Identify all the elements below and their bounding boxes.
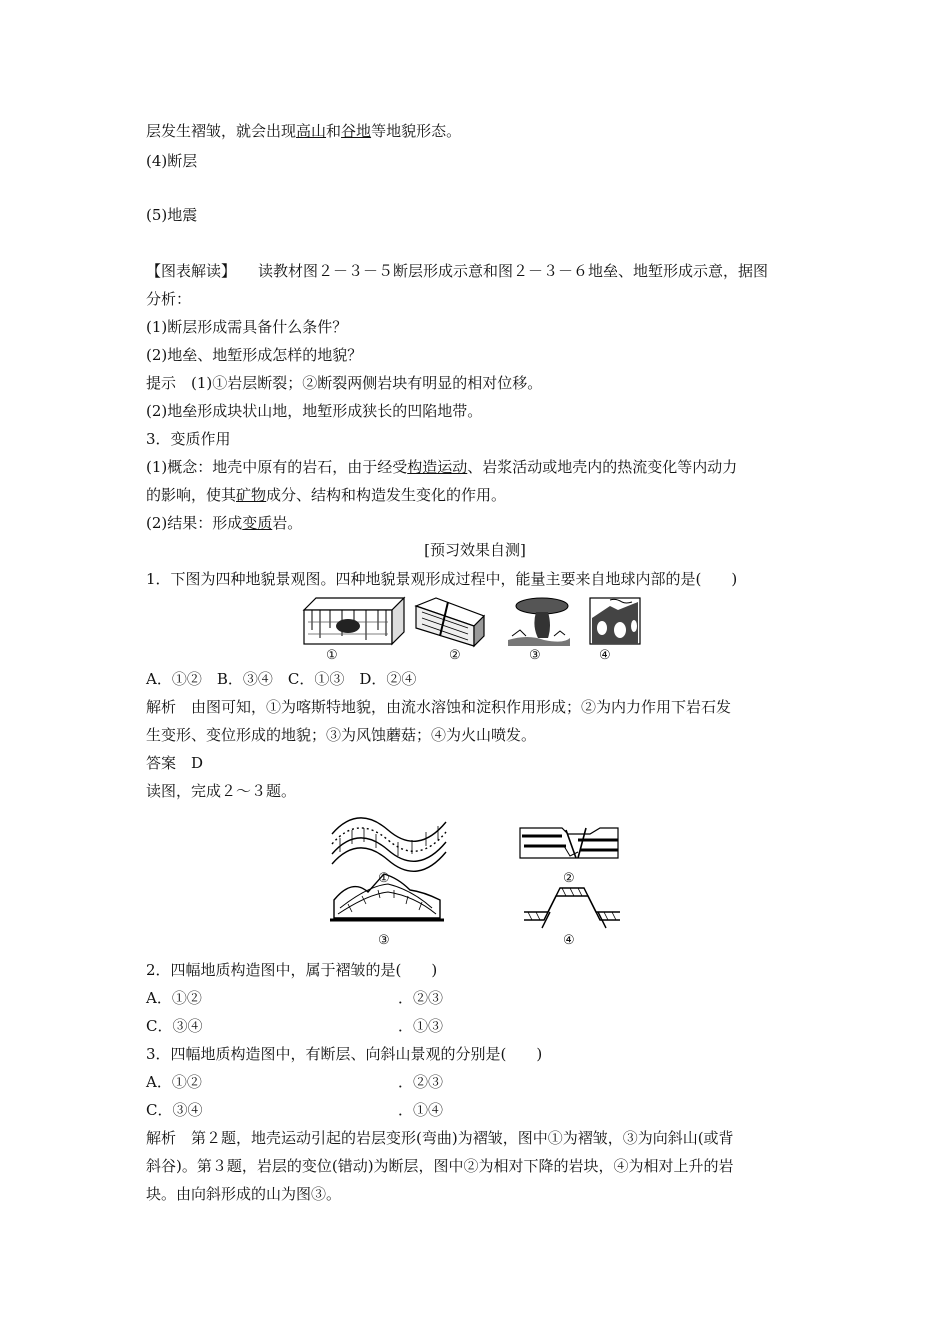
volcano-image: [590, 598, 640, 644]
underlined-term: 谷地: [341, 122, 372, 140]
figure-caption: ④: [599, 648, 611, 663]
text-span: (1)概念：地壳中原有的岩石，由于经受: [146, 458, 408, 476]
analysis-text: 块。由向斜形成的山为图③。: [146, 1185, 342, 1203]
analysis-text: 斜谷)。第３题，岩层的变位(错动)为断层，图中②为相对下降的岩块，④为相对上升的岩: [146, 1157, 734, 1175]
underlined-term: 矿物: [236, 486, 267, 504]
text-line: [146, 485, 506, 505]
figure-caption: ④: [563, 933, 575, 948]
option-b: ．②③: [398, 989, 444, 1007]
option-a: A．①②: [146, 1073, 202, 1091]
analysis-text: 解析 第２题，地壳运动引起的岩层变形(弯曲)为褶皱，图中①为褶皱，③为向斜山(或背: [146, 1129, 734, 1147]
fault-block-image: [416, 598, 484, 646]
text-span: 等地貌形态。: [371, 122, 462, 140]
text-span: 和: [326, 122, 342, 140]
option-d: ．①③: [398, 1017, 444, 1035]
geologic-structure-figure: [328, 808, 628, 934]
analysis-text: 解析 由图可知，①为喀斯特地貌，由流水溶蚀和淀积作用形成；②为内力作用下岩石发: [146, 698, 732, 716]
answer-text: 答案 D: [146, 754, 204, 772]
text-line: 提示 (1)①岩层断裂；②断裂两侧岩块有明显的相对位移。: [146, 374, 543, 392]
karst-block-image: [304, 598, 404, 644]
figure-caption: ③: [529, 648, 541, 663]
question-3: 3．四幅地质构造图中，有断层、向斜山景观的分别是( ): [146, 1045, 543, 1063]
question-2: 2．四幅地质构造图中，属于褶皱的是( ): [146, 961, 438, 979]
text-line: [146, 513, 302, 533]
option-b: ．②③: [398, 1073, 444, 1091]
heading-fault: (4)断层: [146, 152, 198, 170]
answer-options: A．①② B．③④ C．①③ D．②④: [146, 670, 417, 688]
option-c: C．③④: [146, 1017, 203, 1035]
figure-caption: ①: [378, 871, 390, 886]
text-line: [146, 457, 737, 477]
figure-caption: ②: [449, 648, 461, 663]
text-line: 分析：: [146, 290, 192, 308]
underlined-term: 变质: [242, 514, 273, 532]
text-span: 读教材图２－３－５断层形成示意和图２－３－６地垒、地堑形成示意，据图: [258, 262, 769, 280]
chart-reading-label: 【图表解读】: [146, 262, 237, 280]
instruction-text: 读图，完成２～３题。: [146, 782, 297, 800]
section-title: [预习效果自测]: [424, 541, 526, 559]
section-heading: 3．变质作用: [146, 430, 231, 448]
text-line: [146, 121, 461, 141]
chart-reading-line: [146, 261, 768, 281]
text-span: 、岩浆活动或地壳内的热流变化等内动力: [467, 458, 738, 476]
text-line: (1)断层形成需具备什么条件？: [146, 318, 348, 336]
text-line: (2)地垒、地堑形成怎样的地貌？: [146, 346, 363, 364]
fold-diagram: [332, 818, 446, 871]
fault-diagram: [520, 828, 618, 858]
heading-earthquake: (5)地震: [146, 206, 198, 224]
analysis-text: 生变形、变位形成的地貌；③为风蚀蘑菇；④为火山喷发。: [146, 726, 537, 744]
underlined-term: 构造运动: [407, 458, 468, 476]
text-span: 岩。: [272, 514, 303, 532]
text-span: (2)结果：形成: [146, 514, 243, 532]
text-span: 成分、结构和构造发生变化的作用。: [266, 486, 507, 504]
option-c: C．③④: [146, 1101, 203, 1119]
question-1: 1．下图为四种地貌景观图。四种地貌景观形成过程中，能量主要来自地球内部的是( ): [146, 570, 738, 588]
figure-caption: ③: [378, 933, 390, 948]
text-line: (2)地垒形成块状山地，地堑形成狭长的凹陷地带。: [146, 402, 483, 420]
figure-caption: ①: [326, 648, 338, 663]
mushroom-rock-image: [508, 598, 570, 646]
landform-figure: [302, 596, 642, 648]
text-span: 层发生褶皱，就会出现: [146, 122, 297, 140]
text-span: 的影响，使其: [146, 486, 237, 504]
horst-diagram: [524, 888, 620, 928]
option-a: A．①②: [146, 989, 202, 1007]
option-d: ．①④: [398, 1101, 444, 1119]
underlined-term: 高山: [296, 122, 327, 140]
figure-caption: ②: [563, 871, 575, 886]
